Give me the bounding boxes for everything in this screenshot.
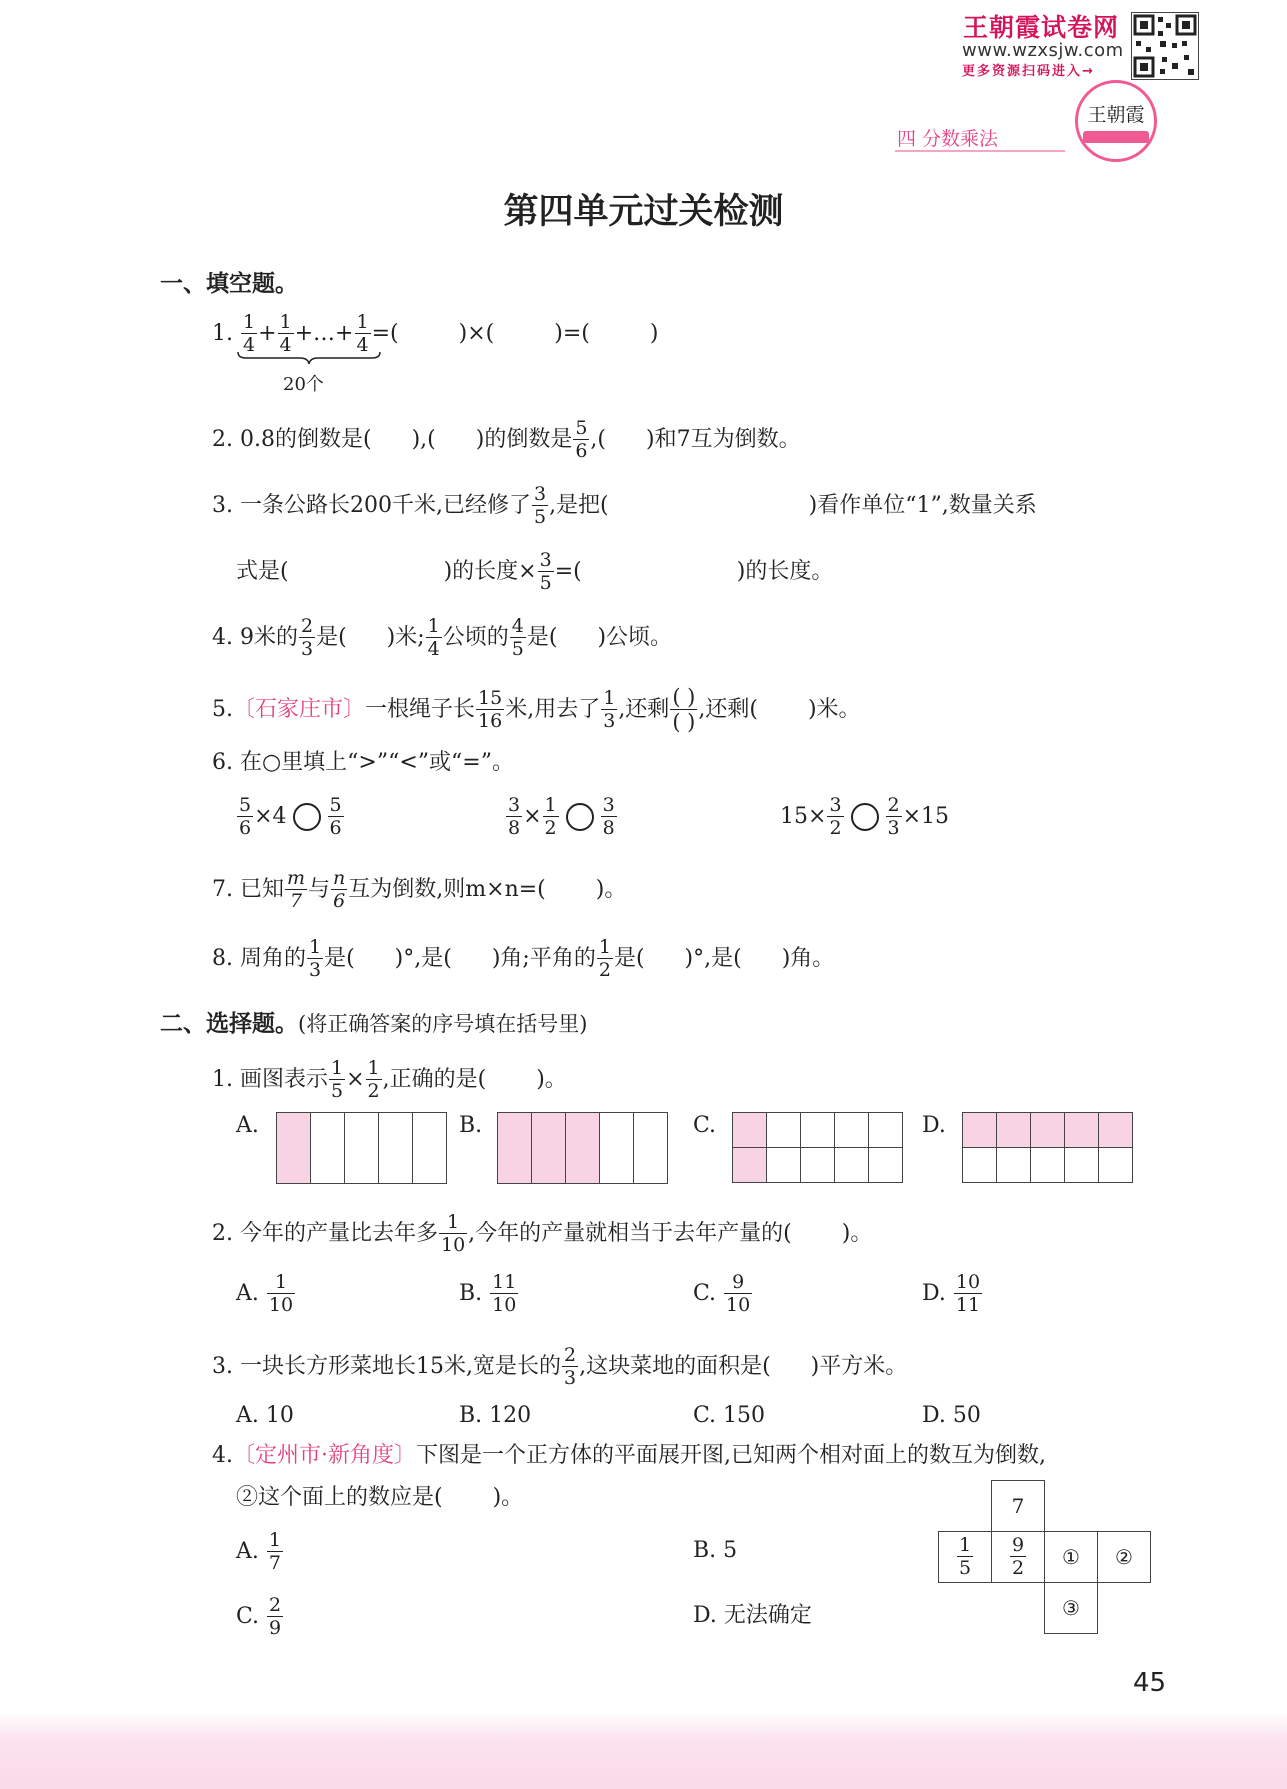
bottom-decorative-band	[0, 1712, 1287, 1789]
s2-q2-option-b[interactable]: B. $\frac{11}{10}$	[459, 1271, 517, 1316]
grid-cell	[1065, 1113, 1099, 1148]
q1-number: 1.	[212, 320, 233, 346]
q4-fraction-2: $\frac{1}{4}$	[427, 615, 440, 660]
s2-q1-option-d-label[interactable]: D.	[922, 1113, 946, 1138]
s1-q3-line2: 式是( )的长度× $\frac{3}{5}$ =( )的长度。	[236, 549, 834, 594]
q1-brace-label: 20个	[283, 374, 324, 395]
s2-q4-source-tag: 〔定州市·新角度〕	[233, 1443, 416, 1468]
s1-q6: 6. 在○里填上“>”“<”或“=”。	[212, 750, 514, 775]
q1-fraction-1: $\frac{1}{4}$	[243, 311, 256, 356]
q5-fraction-2: $\frac{1}{3}$	[603, 687, 616, 733]
q4-fraction-3: $\frac{4}{5}$	[511, 615, 524, 660]
q5-fraction-1: $\frac{15}{16}$	[478, 687, 503, 733]
s2-q3: 3. 一块长方形菜地长15米,宽是长的 $\frac{2}{3}$ ,这块菜地的面积是( )平方米。	[212, 1344, 908, 1389]
brand-title: 王朝霞试卷网	[963, 13, 1120, 42]
grid-cell	[963, 1148, 997, 1183]
s2-q4-option-b[interactable]: B. 5	[693, 1538, 738, 1563]
s2-q1-option-b-label[interactable]: B.	[459, 1113, 483, 1138]
s1-q2: 2. 0.8的倒数是( ),( )的倒数是 $\frac{5}{6}$ ,( )和7互为倒数。	[212, 417, 801, 462]
s2-q4-option-c[interactable]: C. $\frac{2}{9}$	[236, 1594, 282, 1639]
net-face-left: $\frac{1}{5}$	[939, 1532, 992, 1583]
s2-q1: 1. 画图表示 $\frac{1}{5}$ × $\frac{1}{2}$ ,正确的是( )。	[212, 1057, 567, 1102]
grid-cell	[733, 1148, 767, 1183]
grid-cell	[1031, 1113, 1065, 1148]
s1-q5: 5.〔石家庄市〕一根绳子长 $\frac{15}{16}$ 米,用去了 $\frac{1}{3}$ ,还剩 $\frac{( )}{( )}$ ,还剩( )米。	[212, 685, 861, 735]
compare-circle-3[interactable]	[851, 803, 879, 831]
section2-heading-note: (将正确答案的序号填在括号里)	[298, 1012, 588, 1036]
grid-cell	[997, 1148, 1031, 1183]
s2-q4-line1: 4.〔定州市·新角度〕下图是一个正方体的平面展开图,已知两个相对面上的数互为倒数,	[212, 1443, 1046, 1468]
option-c-diagram[interactable]	[732, 1112, 903, 1183]
q4-fraction-1: $\frac{2}{3}$	[300, 615, 314, 660]
grid-cell	[600, 1113, 634, 1184]
q1-fraction-2: $\frac{1}{4}$	[279, 311, 292, 356]
grid-cell	[566, 1113, 600, 1184]
grid-cell	[1031, 1148, 1065, 1183]
q1-equals: =(	[371, 320, 399, 346]
q3-fraction-2: $\frac{3}{5}$	[539, 549, 552, 594]
compare-circle-2[interactable]	[566, 803, 594, 831]
s2-q3-option-c[interactable]: C. 150	[693, 1403, 766, 1428]
s2-q2: 2. 今年的产量比去年多 $\frac{1}{10}$ ,今年的产量就相当于去年产量的( )。	[212, 1211, 873, 1256]
grid-cell	[634, 1113, 668, 1184]
s2-q2-option-d[interactable]: D. $\frac{10}{11}$	[922, 1271, 981, 1316]
q6-expr-2: $\frac{3}{8}$ × $\frac{1}{2}$ $\frac{3}{8}$	[508, 794, 615, 839]
q1-fraction-3: $\frac{1}{4}$	[356, 311, 369, 356]
tab-underline	[895, 150, 1065, 152]
q5-blank-fraction: $\frac{( )}{( )}$	[672, 685, 696, 735]
section-tab: 四 分数乘法	[897, 128, 999, 150]
q3-fraction-1: $\frac{3}{5}$	[533, 483, 547, 528]
cube-net-diagram	[938, 1480, 1151, 1634]
s1-q4: 4. 9米的 $\frac{2}{3}$ 是( )米; $\frac{1}{4}$ 公顷的 $\frac{4}{5}$ 是( )公顷。	[212, 615, 673, 660]
q1-close: )	[649, 320, 659, 346]
net-face-1: ①	[1045, 1532, 1098, 1583]
s2-q2-option-a[interactable]: A. $\frac{1}{10}$	[236, 1271, 294, 1316]
grid-cell	[1099, 1113, 1133, 1148]
page-title: 第四单元过关检测	[503, 192, 784, 232]
q1-dots: +…+	[294, 320, 354, 346]
grid-cell	[767, 1148, 801, 1183]
s1-q7: 7. 已知 $\frac{m}{7}$ 与 $\frac{n}{6}$ 互为倒数,则m×n=( )。	[212, 867, 627, 912]
brand-more-text: 更多资源扫码进入→	[962, 64, 1095, 79]
s2-q3-option-a[interactable]: A. 10	[236, 1403, 294, 1428]
s2-q2-option-c[interactable]: C. $\frac{9}{10}$	[693, 1271, 751, 1316]
q5-source-tag: 〔石家庄市〕	[233, 697, 366, 723]
s1-q3-line1: 3. 一条公路长200千米,已经修了 $\frac{3}{5}$ ,是把( )看作单位“1”,数量关系	[212, 483, 1037, 528]
grid-cell	[835, 1148, 869, 1183]
s2-q3-option-d[interactable]: D. 50	[922, 1403, 981, 1428]
brand-url[interactable]: www.wzxsjw.com	[962, 40, 1124, 61]
section2-heading: 二、选择题。	[160, 1010, 298, 1037]
s1-q8: 8. 周角的 $\frac{1}{3}$ 是( )°,是( )角;平角的 $\frac{1}{2}$ 是( )°,是( )角。	[212, 936, 835, 981]
q1-times: )×(	[458, 320, 495, 346]
q6-expr-3: 15× $\frac{3}{2}$ $\frac{2}{3}$ ×15	[780, 794, 950, 839]
grid-cell	[869, 1148, 903, 1183]
section2-heading-row	[160, 1005, 587, 1038]
q1-plus: +	[258, 320, 277, 346]
q6-expr-1: $\frac{5}{6}$ ×4 $\frac{5}{6}$	[239, 794, 342, 839]
compare-circle-1[interactable]	[293, 803, 321, 831]
grid-cell	[963, 1113, 997, 1148]
page-number: 45	[1133, 1668, 1167, 1698]
brand-seal-logo	[1075, 80, 1157, 162]
q1-eq2: )=(	[554, 320, 590, 346]
seal-name: 王朝霞	[1087, 103, 1145, 126]
net-face-2: ②	[1098, 1532, 1151, 1583]
q2-fraction: $\frac{5}{6}$	[575, 417, 588, 462]
grid-cell	[733, 1113, 767, 1148]
grid-cell	[413, 1113, 447, 1184]
grid-cell	[767, 1113, 801, 1148]
option-b-diagram[interactable]	[497, 1112, 668, 1184]
qr-code-icon[interactable]	[1131, 12, 1199, 80]
s2-q3-option-b[interactable]: B. 120	[459, 1403, 532, 1428]
option-d-diagram[interactable]	[962, 1112, 1133, 1183]
grid-cell	[997, 1113, 1031, 1148]
grid-cell	[379, 1113, 413, 1184]
s2-q4-line2: ②这个面上的数应是( )。	[236, 1485, 524, 1510]
grid-cell	[801, 1148, 835, 1183]
s2-q4-option-d[interactable]: D. 无法确定	[693, 1603, 812, 1628]
s2-q1-option-a-label[interactable]: A.	[236, 1113, 259, 1138]
grid-cell	[1065, 1148, 1099, 1183]
q1-underbrace	[236, 350, 382, 366]
net-face-center: $\frac{9}{2}$	[992, 1532, 1045, 1583]
grid-cell	[869, 1113, 903, 1148]
grid-cell	[1099, 1148, 1133, 1183]
option-a-diagram[interactable]	[276, 1112, 447, 1184]
grid-cell	[345, 1113, 379, 1184]
section1-heading: 一、填空题。	[160, 270, 298, 297]
grid-cell	[835, 1113, 869, 1148]
grid-cell	[532, 1113, 566, 1184]
grid-cell	[801, 1113, 835, 1148]
s2-q1-option-c-label[interactable]: C.	[693, 1113, 717, 1138]
grid-cell	[498, 1113, 532, 1184]
net-face-top: 7	[992, 1481, 1045, 1532]
seal-band	[1083, 131, 1149, 143]
grid-cell	[311, 1113, 345, 1184]
s2-q4-option-a[interactable]: A. $\frac{1}{7}$	[236, 1529, 281, 1574]
net-face-3: ③	[1045, 1583, 1098, 1634]
grid-cell	[277, 1113, 311, 1184]
